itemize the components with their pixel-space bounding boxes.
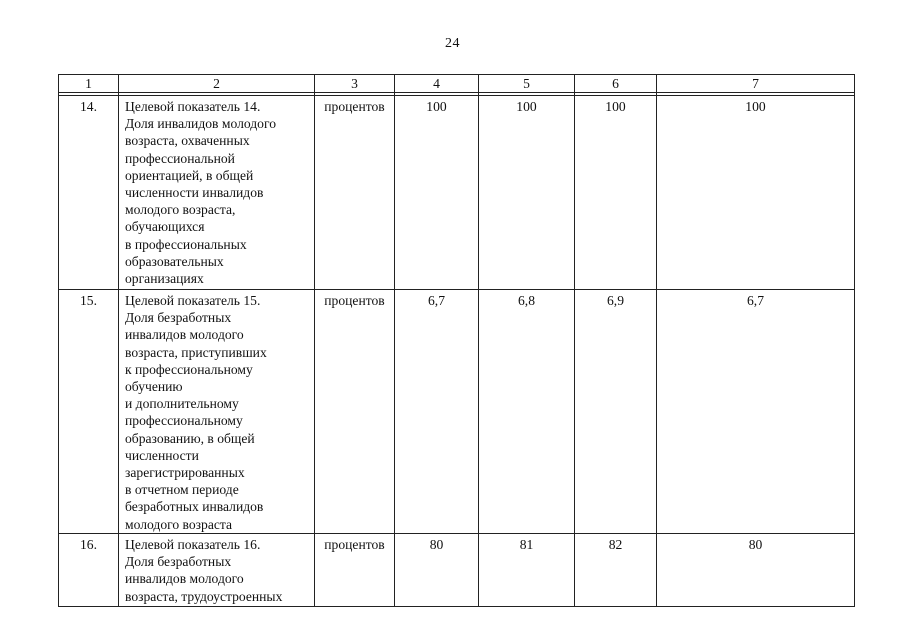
description-line: ориентацией, в общей <box>125 167 254 183</box>
description-line: организациях <box>125 271 204 287</box>
description-line: безработных инвалидов <box>125 499 264 515</box>
description-line: Доля безработных <box>125 310 232 326</box>
description-line: образовательных <box>125 253 224 269</box>
value-cell: 80 <box>657 534 855 607</box>
description-line: Целевой показатель 15. <box>125 293 261 308</box>
value-cell: 100 <box>479 96 575 290</box>
description-line: к профессиональному <box>125 361 253 377</box>
column-header: 6 <box>575 75 657 93</box>
description-line: молодого возраста, <box>125 202 236 218</box>
description-line: Целевой показатель 16. <box>125 537 261 552</box>
description-line: профессиональной <box>125 150 235 166</box>
description-line: возраста, трудоустроенных <box>125 588 283 604</box>
description-line: обучающихся <box>125 219 205 235</box>
table-row <box>59 96 855 290</box>
unit-cell: процентов <box>315 534 395 607</box>
value-cell: 6,8 <box>479 290 575 534</box>
description-line: молодого возраста <box>125 516 233 532</box>
value-cell: 81 <box>479 534 575 607</box>
column-header: 1 <box>59 75 119 93</box>
description-line: инвалидов молодого <box>125 571 244 587</box>
column-header: 3 <box>315 75 395 93</box>
value-cell: 6,7 <box>395 290 479 534</box>
table-row <box>59 534 855 607</box>
value-cell: 100 <box>395 96 479 290</box>
description-line: профессиональному <box>125 413 243 429</box>
description-line: и дополнительному <box>125 396 239 412</box>
value-cell: 100 <box>657 96 855 290</box>
description-line: Доля безработных <box>125 554 232 570</box>
description-line: обучению <box>125 379 183 395</box>
row-number: 15. <box>59 290 119 534</box>
row-number: 14. <box>59 96 119 290</box>
value-cell: 100 <box>575 96 657 290</box>
value-cell: 82 <box>575 534 657 607</box>
description-line: Целевой показатель 14. <box>125 99 261 114</box>
description-line: Доля инвалидов молодого <box>125 116 277 132</box>
description-line: возраста, охваченных <box>125 133 250 149</box>
indicator-description <box>119 96 315 290</box>
column-header: 4 <box>395 75 479 93</box>
value-cell: 6,9 <box>575 290 657 534</box>
description-line: в отчетном периоде <box>125 482 239 498</box>
description-line: в профессиональных <box>125 236 247 252</box>
unit-cell: процентов <box>315 96 395 290</box>
page-number: 24 <box>445 36 460 51</box>
row-number: 16. <box>59 534 119 607</box>
column-header: 7 <box>657 75 855 93</box>
value-cell: 80 <box>395 534 479 607</box>
description-line: возраста, приступивших <box>125 344 267 360</box>
value-cell: 6,7 <box>657 290 855 534</box>
description-line: образованию, в общей <box>125 430 255 446</box>
column-header: 2 <box>119 75 315 93</box>
column-header: 5 <box>479 75 575 93</box>
description-line: инвалидов молодого <box>125 327 244 343</box>
table-header-row <box>59 75 855 93</box>
indicator-description <box>119 290 315 534</box>
table-row <box>59 290 855 534</box>
description-line: зарегистрированных <box>125 465 245 481</box>
unit-cell: процентов <box>315 290 395 534</box>
description-line: численности <box>125 447 199 463</box>
indicator-description <box>119 534 315 607</box>
indicators-table <box>58 74 855 607</box>
description-line: численности инвалидов <box>125 185 264 201</box>
